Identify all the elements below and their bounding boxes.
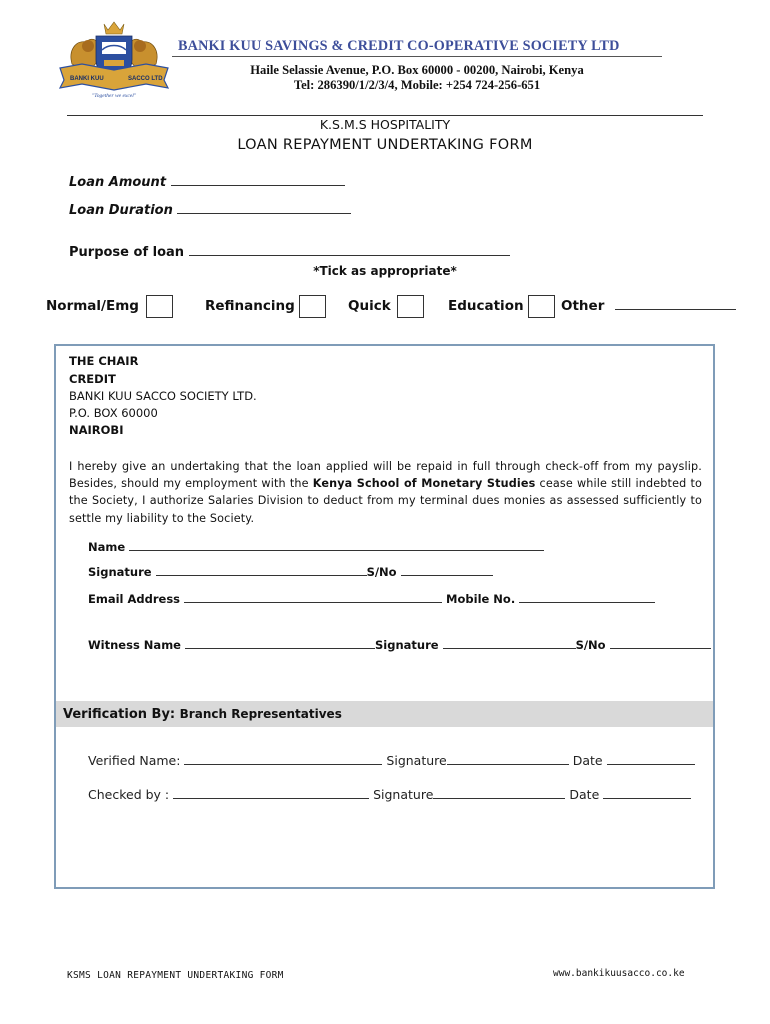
email-field bbox=[88, 592, 655, 606]
loan-duration-field bbox=[69, 202, 351, 218]
form-subtitle: K.S.M.S HOSPITALITY bbox=[319, 117, 451, 132]
addressee-line-4: P.O. BOX 60000 bbox=[69, 406, 158, 420]
verified-date-input-line[interactable] bbox=[607, 754, 695, 765]
sno-input-line[interactable] bbox=[401, 566, 493, 576]
witness-sno-input-line[interactable] bbox=[610, 639, 711, 649]
witness-sno-label: S/No bbox=[575, 638, 606, 652]
option-other-label: Other bbox=[561, 298, 605, 314]
witness-name-label: Witness Name bbox=[88, 638, 181, 652]
option-quick-checkbox[interactable] bbox=[397, 295, 424, 318]
loan-duration-input-line[interactable] bbox=[177, 202, 351, 214]
checked-by-label: Checked by : bbox=[88, 787, 170, 802]
footer-website: www.bankikuusacco.co.ke bbox=[553, 968, 685, 979]
name-input-line[interactable] bbox=[129, 541, 544, 551]
loan-amount-field bbox=[69, 174, 345, 190]
org-name-underline bbox=[172, 56, 662, 57]
name-label: Name bbox=[88, 540, 126, 554]
option-refinancing-label: Refinancing bbox=[205, 298, 295, 314]
verification-title: Verification By: Branch Representatives bbox=[63, 707, 342, 722]
addressee-line-2: CREDIT bbox=[69, 372, 116, 386]
email-input-line[interactable] bbox=[184, 593, 442, 603]
checked-signature-input-line[interactable] bbox=[433, 788, 565, 799]
addressee-line-1: THE CHAIR bbox=[69, 354, 139, 368]
loan-amount-input-line[interactable] bbox=[171, 174, 345, 186]
witness-field bbox=[88, 638, 711, 652]
form-title: LOAN REPAYMENT UNDERTAKING FORM bbox=[237, 137, 533, 153]
loan-purpose-label: Purpose of loan bbox=[69, 245, 185, 260]
checked-date-input-line[interactable] bbox=[603, 788, 691, 799]
option-other-input-line[interactable] bbox=[615, 298, 736, 310]
verified-name-label: Verified Name: bbox=[88, 753, 181, 768]
email-label: Email Address bbox=[88, 592, 181, 606]
signature-input-line[interactable] bbox=[156, 566, 367, 576]
verified-date-label: Date bbox=[572, 753, 603, 768]
employer-name: Kenya School of Monetary Studies bbox=[312, 477, 536, 491]
sacco-logo bbox=[58, 20, 170, 100]
option-normal-label: Normal/Emg bbox=[46, 298, 139, 314]
checked-signature-label: Signature bbox=[373, 787, 434, 802]
loan-amount-label: Loan Amount bbox=[69, 175, 167, 190]
checked-by-input-line[interactable] bbox=[173, 788, 369, 799]
tick-instruction: *Tick as appropriate* bbox=[313, 264, 457, 278]
option-quick-label: Quick bbox=[348, 298, 391, 314]
header-divider bbox=[67, 115, 703, 116]
option-normal-checkbox[interactable] bbox=[146, 295, 173, 318]
org-telephone: Tel: 286390/1/2/3/4, Mobile: +254 724-256-651 bbox=[293, 78, 541, 92]
checked-date-label: Date bbox=[569, 787, 600, 802]
undertaking-box bbox=[54, 344, 715, 889]
name-field bbox=[88, 540, 544, 554]
verified-name-input-line[interactable] bbox=[184, 754, 382, 765]
witness-signature-input-line[interactable] bbox=[443, 639, 576, 649]
logo-motto: "Together we excel" bbox=[91, 93, 137, 99]
addressee-line-5: NAIROBI bbox=[69, 423, 124, 437]
logo-ribbon-right: SACCO LTD bbox=[128, 76, 163, 82]
footer-form-name: KSMS LOAN REPAYMENT UNDERTAKING FORM bbox=[67, 970, 284, 981]
verified-name-field bbox=[88, 753, 695, 768]
checked-by-field bbox=[88, 787, 691, 802]
sno-label: S/No bbox=[366, 565, 397, 579]
witness-name-input-line[interactable] bbox=[185, 639, 375, 649]
mobile-input-line[interactable] bbox=[519, 593, 655, 603]
org-name: BANKI KUU SAVINGS & CREDIT CO-OPERATIVE SOCIETY LTD bbox=[178, 38, 620, 54]
verified-signature-label: Signature bbox=[386, 753, 447, 768]
option-other-field bbox=[561, 298, 736, 314]
option-education-checkbox[interactable] bbox=[528, 295, 555, 318]
loan-purpose-field bbox=[69, 244, 510, 260]
undertaking-paragraph: I hereby give an undertaking that the loan applied will be repaid in full through check-off from my payslip. Besides, should my employment with the Kenya School of Monetary Studies cease while still indebted to the Society, I authorize Salaries Division to deduct from my terminal dues monies as assessed sufficiently to settle my liability to the Society. bbox=[69, 460, 702, 525]
option-refinancing-checkbox[interactable] bbox=[299, 295, 326, 318]
mobile-label: Mobile No. bbox=[446, 592, 516, 606]
signature-field bbox=[88, 565, 493, 579]
org-address: Haile Selassie Avenue, P.O. Box 60000 - 00200, Nairobi, Kenya bbox=[250, 63, 584, 77]
witness-signature-label: Signature bbox=[375, 638, 439, 652]
verified-signature-input-line[interactable] bbox=[447, 754, 569, 765]
signature-label: Signature bbox=[88, 565, 152, 579]
logo-ribbon-left: BANKI KUU bbox=[70, 76, 104, 82]
addressee-line-3: BANKI KUU SACCO SOCIETY LTD. bbox=[69, 389, 257, 403]
loan-purpose-input-line[interactable] bbox=[189, 244, 510, 256]
option-education-label: Education bbox=[448, 298, 524, 314]
loan-duration-label: Loan Duration bbox=[69, 203, 173, 218]
